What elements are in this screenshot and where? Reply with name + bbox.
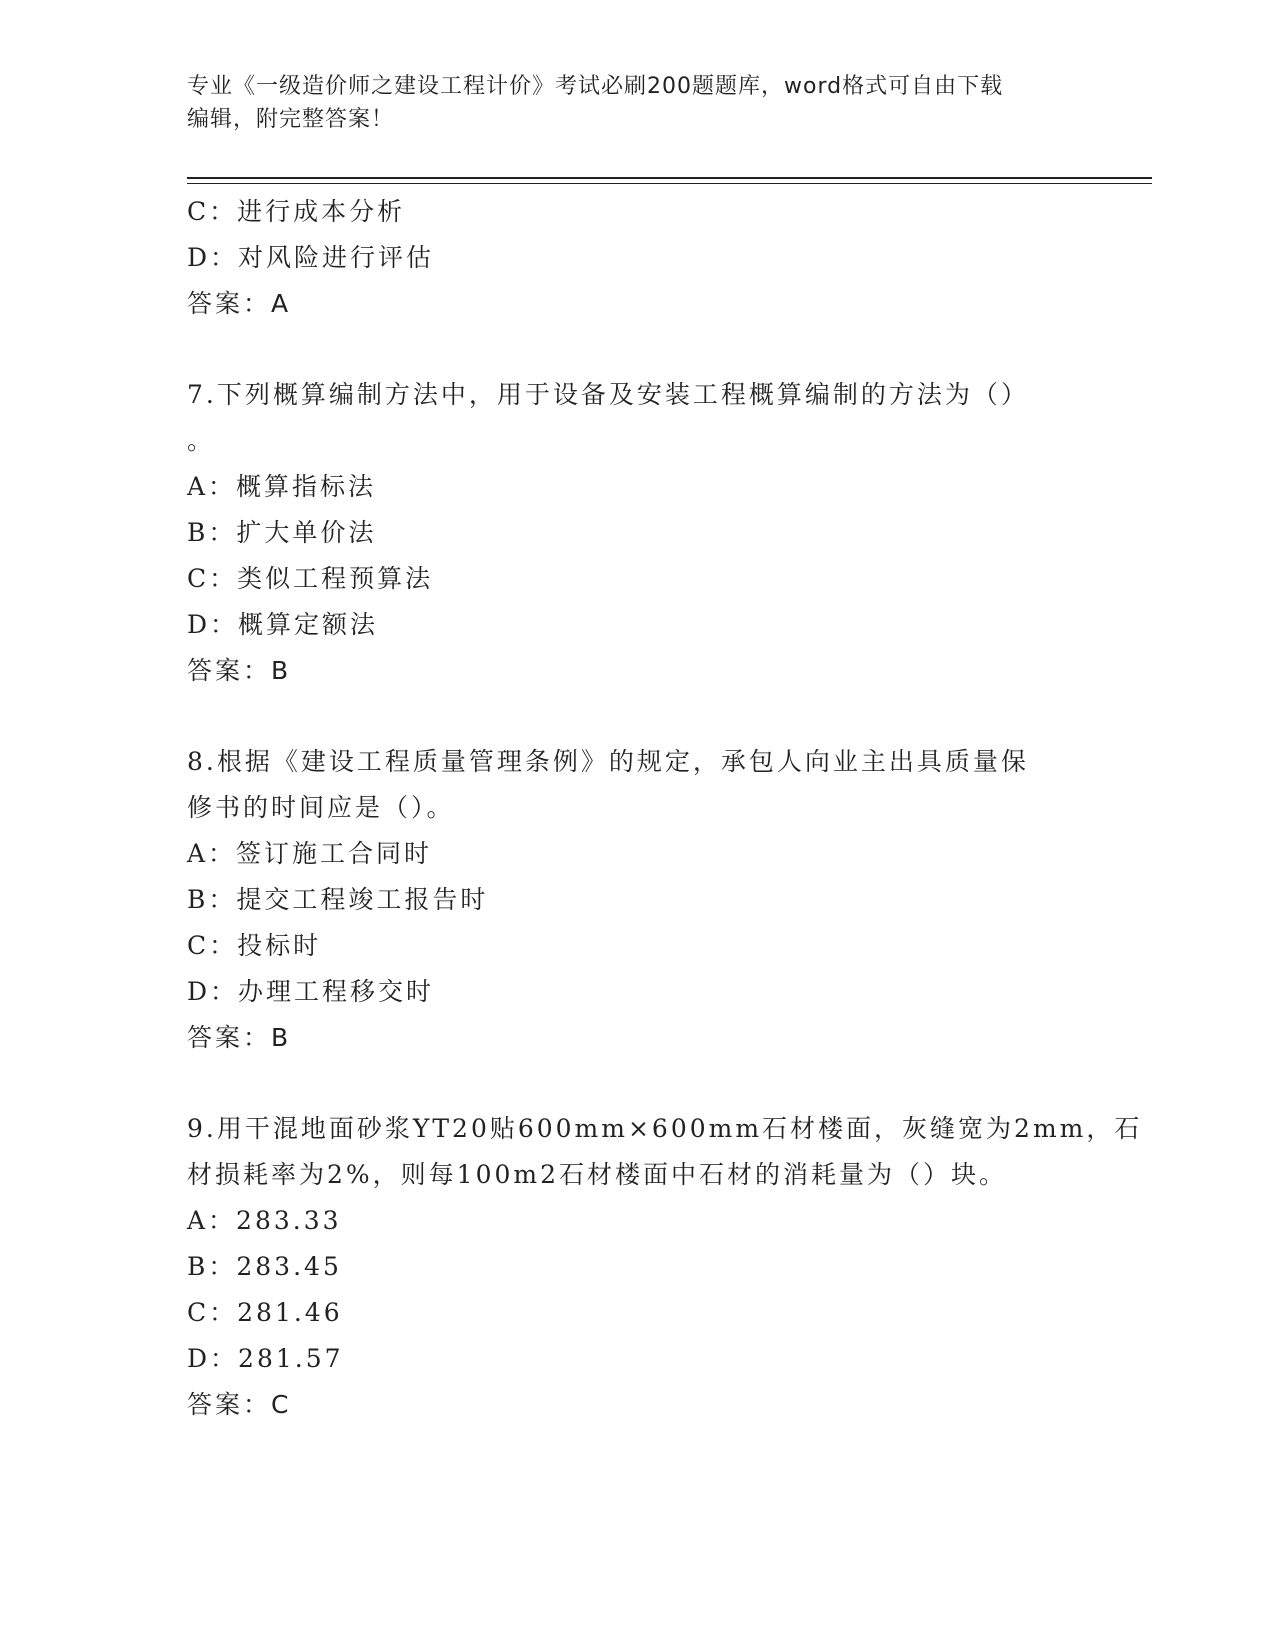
header-line-2: 编辑，附完整答案！ (187, 107, 395, 132)
option-a: A：283.33 (187, 1206, 342, 1235)
option-b: B：扩大单价法 (187, 518, 377, 547)
question-9 (187, 1106, 1143, 1428)
option-c: C：281.46 (187, 1298, 343, 1327)
question-text-line-1: 7.下列概算编制方法中，用于设备及安装工程概算编制的方法为（） (187, 380, 1029, 409)
option-d: D：281.57 (187, 1344, 344, 1373)
option-d: D：概算定额法 (187, 610, 379, 639)
spacer (187, 694, 1087, 739)
header-line-1: 专业《一级造价师之建设工程计价》考试必刷200题题库，word格式可自由下载 (187, 74, 1004, 99)
question-fragment (187, 189, 1087, 327)
option-c: C：进行成本分析 (187, 197, 406, 226)
question-text-line-2: 修书的时间应是（）。 (187, 793, 455, 822)
spacer (187, 1061, 1087, 1106)
option-d: D：对风险进行评估 (187, 243, 435, 272)
question-text-line-2: 。 (187, 426, 216, 455)
option-a: A：签订施工合同时 (187, 839, 433, 868)
option-c: C：投标时 (187, 931, 322, 960)
option-a: A：概算指标法 (187, 472, 377, 501)
question-text-line-1: 8.根据《建设工程质量管理条例》的规定，承包人向业主出具质量保 (187, 747, 1029, 776)
header-divider-thick (187, 177, 1152, 179)
spacer (187, 327, 1087, 372)
answer-line: 答案：B (187, 656, 292, 685)
question-8 (187, 739, 1087, 1061)
question-7 (187, 372, 1087, 694)
answer-line: 答案：B (187, 1023, 292, 1052)
question-text-line-1: 9.用干混地面砂浆YT20贴600mm×600mm石材楼面，灰缝宽为2mm，石 (187, 1114, 1143, 1143)
answer-line: 答案：C (187, 1390, 292, 1419)
option-b: B：283.45 (187, 1252, 342, 1281)
page-header (187, 70, 1087, 136)
answer-line: 答案：A (187, 289, 292, 318)
option-b: B：提交工程竣工报告时 (187, 885, 489, 914)
option-d: D：办理工程移交时 (187, 977, 435, 1006)
question-text-line-2: 材损耗率为2%，则每100m2石材楼面中石材的消耗量为（）块。 (187, 1160, 1007, 1189)
header-divider-thin (187, 183, 1152, 184)
option-c: C：类似工程预算法 (187, 564, 434, 593)
document-body (187, 189, 1143, 1428)
